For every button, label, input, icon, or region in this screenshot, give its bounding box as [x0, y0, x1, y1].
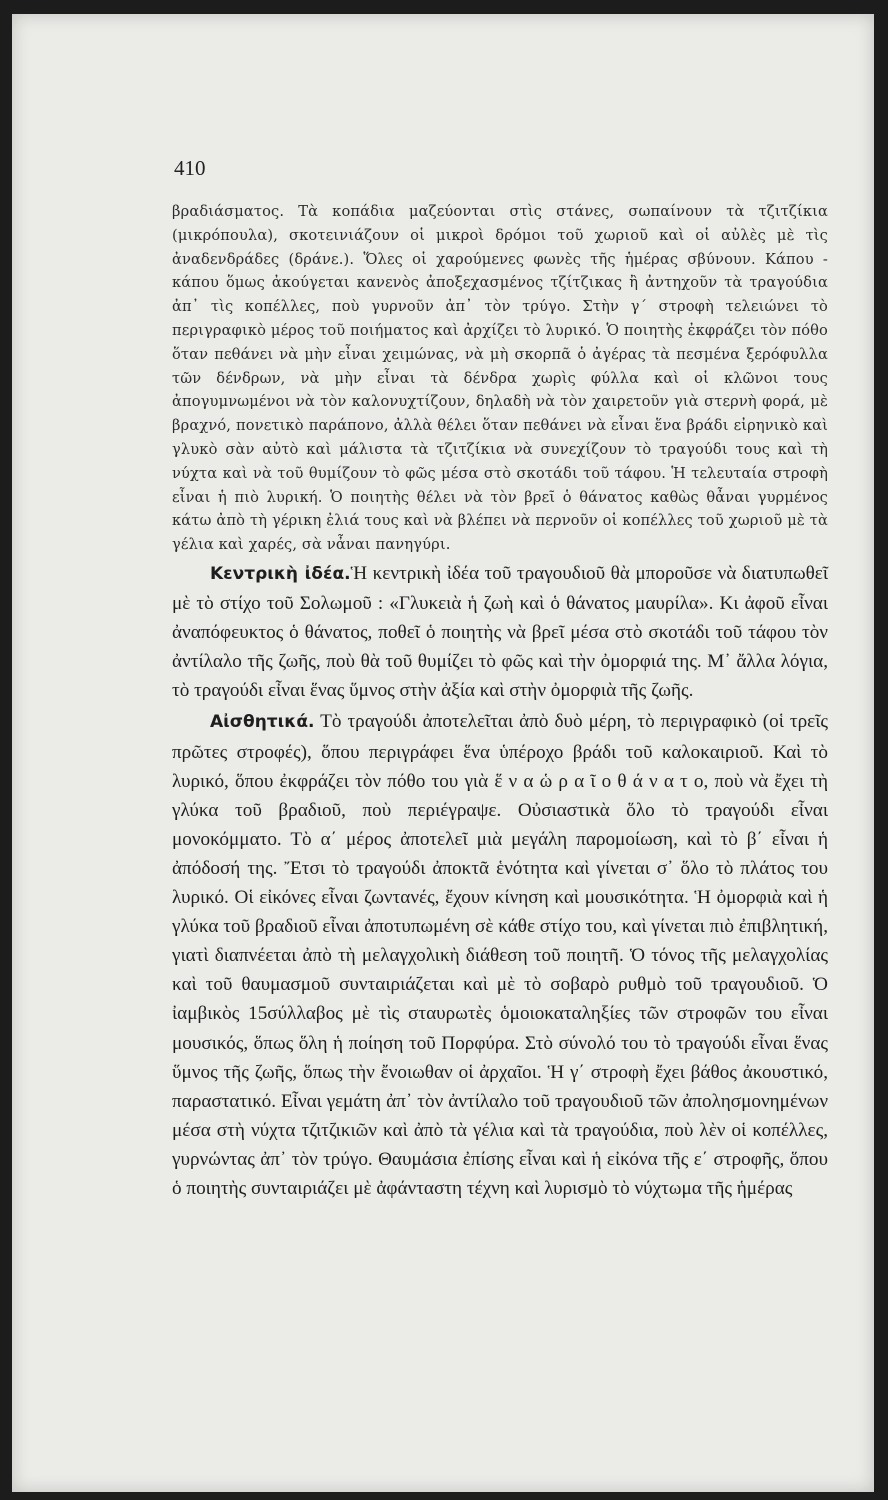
- commentary-section: [172, 559, 828, 1203]
- central-idea-text: Ἡ κεντρικὴ ἰδέα τοῦ τραγουδιοῦ θὰ μποροῦσε νὰ διατυπωθεῖ μὲ τὸ στίχο τοῦ Σολωμοῦ : «Γλυκειὰ ἡ ζωὴ καὶ ὁ θάνατος μαυρίλα». Κι ἀφοῦ εἶναι ἀναπόφευκτος ὁ θάνατος, ποθεῖ ὁ ποιητὴς νὰ βρεῖ μέσα στὸ σκοτάδι τοῦ τάφου τὸν ἀντίλαλο τῆς ζωῆς, ποὺ θὰ τοῦ θυμίζει τὸ φῶς καὶ τὴν ὀμορφιά της. Μ᾽ ἄλλα λόγια, τὸ τραγούδι εἶναι ἕνας ὕμνος στὴν ἀξία καὶ στὴν ὀμορφιὰ τῆς ζωῆς.: [172, 563, 828, 702]
- aesthetics-paragraph: [172, 707, 828, 1203]
- aesthetics-text: Τὸ τραγούδι ἀποτελεῖται ἀπὸ δυὸ μέρη, τὸ περιγραφικὸ (οἱ τρεῖς πρῶτες στροφές), ὅπου περιγράφει ἕνα ὑπέροχο βράδι τοῦ καλοκαιριοῦ. Καὶ τὸ λυρικό, ὅπου ἐκφράζει τὸν πόθο του γιὰ ἕ ν α ὡ ρ α ῖ ο θ ά ν α τ ο, ποὺ νὰ ἔχει τὴ γλύκα τοῦ βραδιοῦ, ποὺ περιέγραψε. Οὐσιαστικὰ ὅλο τὸ τραγούδι εἶναι μονοκόμματο. Τὸ α΄ μέρος ἀποτελεῖ μιὰ μεγάλη παρομοίωση, καὶ τὸ β΄ εἶναι ἡ ἀπόδοσή της. Ἔτσι τὸ τραγούδι ἀποκτᾶ ἑνότητα καὶ γίνεται σ᾽ ὅλο τὸ πλάτος του λυρικό. Οἱ εἰκόνες εἶναι ζωντανές, ἔχουν κίνηση καὶ μουσικότητα. Ἡ ὀμορφιὰ καὶ ἡ γλύκα τοῦ βραδιοῦ εἶναι ἀποτυπωμένη σὲ κάθε στίχο του, καὶ γίνεται πιὸ ἐπιβλητική, γιατὶ διαπνέεται ἀπὸ τὴ μελαγχολικὴ διάθεση τοῦ ποιητῆ. Ὁ τόνος τῆς μελαγχολίας καὶ τοῦ θαυμασμοῦ συνταιριάζεται καὶ μὲ τὸ σοβαρὸ ρυθμὸ τοῦ τραγουδιοῦ. Ὁ ἰαμβικὸς 15σύλλαβος μὲ τὶς σταυρωτὲς ὁμοιοκαταληξίες τῶν στροφῶν του εἶναι μουσικός, ὅπως ὅλη ἡ ποίηση τοῦ Πορφύρα. Στὸ σύνολό του τὸ τραγούδι εἶναι ἕνας ὕμνος τῆς ζωῆς, ὅπως τὴν ἔνοιωθαν οἱ ἀρχαῖοι. Ἡ γ΄ στροφὴ ἔχει βάθος ἀκουστικό, παραστατικό. Εἶναι γεμάτη ἀπ᾽ τὸν ἀντίλαλο τοῦ τραγουδιοῦ τῶν ἀπολησμονημένων μέσα στὴ νύχτα τζιτζικιῶν καὶ ἀπὸ τὰ γέλια καὶ τὰ τραγούδια, ποὺ λὲν οἱ κοπέλλες, γυρνώντας ἀπ᾽ τὸν τρύγο. Θαυμάσια ἐπίσης εἶναι καὶ ἡ εἰκόνα τῆς ε΄ στροφῆς, ὅπου ὁ ποιητὴς συνταιριάζει μὲ ἀφάνταστη τέχνη καὶ λυρισμὸ τὸ νύχτωμα τῆς ἡμέρας: [172, 711, 828, 1199]
- central-idea-heading: Κεντρικὴ ἰδέα.: [210, 564, 351, 584]
- page-number: 410: [174, 156, 206, 180]
- description-text: βραδιάσματος. Τὰ κοπάδια μαζεύονται στὶς στάνες, σωπαίνουν τὰ τζιτζίκια (μικρόπουλα), σκοτεινιάζουν οἱ μικροὶ δρόμοι τοῦ χωριοῦ καὶ οἱ αὐλὲς μὲ τὶς ἀναδενδράδες (δράνε.). Ὅλες οἱ χαρούμενες φωνὲς τῆς ἡμέρας σβύνουν. Κάπου - κάπου ὅμως ἀκούγεται κανενὸς ἀποξεχασμένος τζίτζικας ἢ ἀντηχοῦν τὰ τραγούδια ἀπ᾽ τὶς κοπέλλες, ποὺ γυρνοῦν ἀπ᾽ τὸν τρύγο. Στὴν γ΄ στροφὴ τελειώνει τὸ περιγραφικὸ μέρος τοῦ ποιήματος καὶ ἀρχίζει τὸ λυρικό. Ὁ ποιητὴς ἐκφράζει τὸν πόθο ὅταν πεθάνει νὰ μὴν εἶναι χειμώνας, νὰ μὴ σκορπᾶ ὁ ἀγέρας τὰ πεσμένα ξερόφυλλα τῶν δένδρων, νὰ μὴν εἶναι τὰ δένδρα χωρὶς φύλλα καὶ οἱ κλῶνοι τους ἀπογυμνωμένοι νὰ τὸν καλονυχτίζουν, δηλαδὴ νὰ τὸν χαιρετοῦν γιὰ στερνὴ φορά, μὲ βραχνό, πονετικὸ παράπονο, ἀλλὰ θέλει ὅταν πεθάνει νὰ εἶναι ἕνα βράδι εἰρηνικὸ καὶ γλυκὸ σὰν αὐτὸ καὶ μάλιστα τὰ τζιτζίκια νὰ συνεχίζουν τὸ τραγούδι τους καὶ τὴ νύχτα καὶ νὰ τοῦ θυμίζουν τὸ φῶς μέσα στὸ σκοτάδι τοῦ τάφου. Ἡ τελευταία στροφὴ εἶναι ἡ πιὸ λυρική. Ὁ ποιητὴς θέλει νὰ τὸν βρεῖ ὁ θάνατος καθὼς θἆναι γυρμένος κάτω ἀπὸ τὴ γέρικη ἐλιά τους καὶ νὰ βλέπει νὰ περνοῦν οἱ κοπέλλες τοῦ χωριοῦ μὲ τὰ γέλια καὶ χαρές, σὰ νἆναι πανηγύρι.: [172, 203, 828, 554]
- aesthetics-heading: Αἰσθητικά.: [210, 712, 315, 733]
- book-page: [12, 14, 874, 1492]
- description-paragraph: [172, 200, 828, 557]
- central-idea-paragraph: [172, 559, 828, 705]
